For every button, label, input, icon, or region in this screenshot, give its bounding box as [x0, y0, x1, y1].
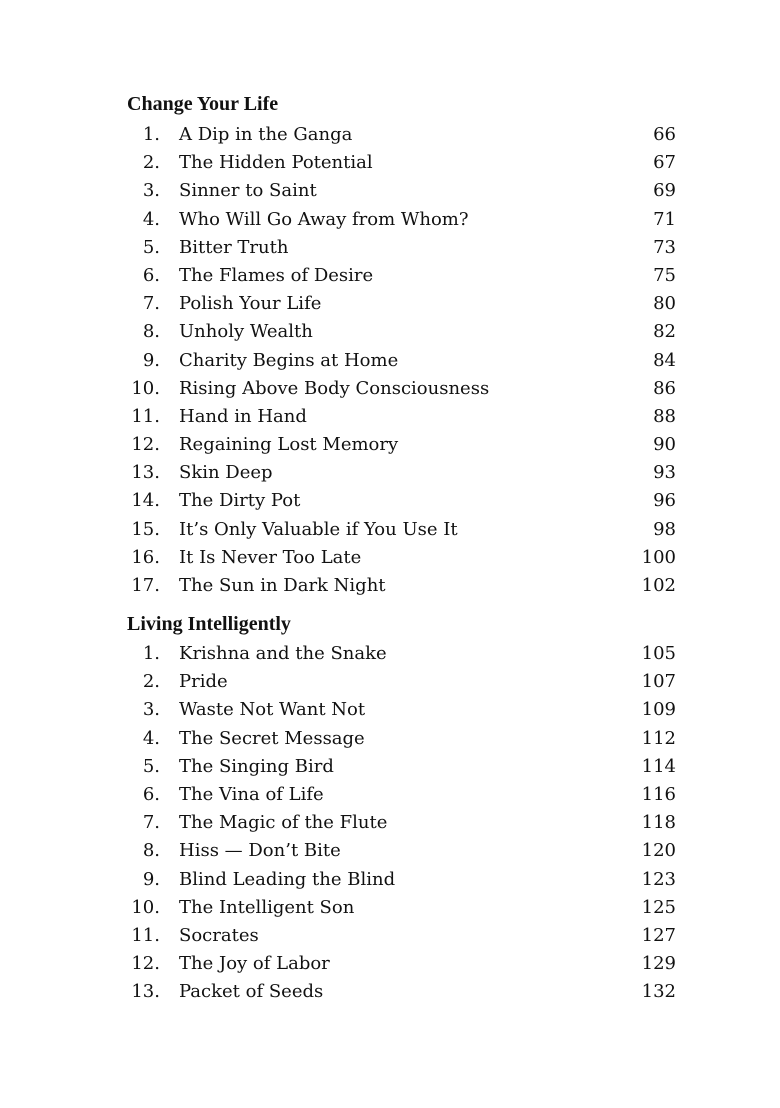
toc-entry [0, 725, 780, 753]
entry-page-number: 129 [641, 953, 676, 975]
toc-entry [0, 978, 780, 1006]
toc-entry [0, 544, 780, 572]
entry-title: The Singing Bird [179, 755, 334, 777]
entry-title: The Sun in Dark Night [179, 575, 386, 596]
toc-entry [0, 149, 780, 177]
entry-title: Who Will Go Away from Whom? [179, 208, 469, 230]
entry-title: Krishna and the Snake [179, 643, 387, 664]
entry-page-number: 71 [653, 208, 676, 230]
entry-number: 16. [131, 546, 160, 568]
entry-number: 12. [131, 434, 160, 456]
entry-number: 10. [131, 377, 160, 399]
entry-number: 3. [142, 180, 160, 202]
entry-title: It’s Only Valuable if You Use It [179, 518, 458, 540]
entry-title: The Flames of Desire [179, 264, 374, 286]
entry-title: Hand in Hand [179, 405, 307, 427]
entry-page-number: 127 [641, 924, 676, 946]
entry-number: 2. [142, 152, 160, 174]
toc-entry [0, 403, 780, 431]
entry-number: 9. [142, 868, 160, 890]
entry-title: Pride [179, 671, 228, 693]
entry-title: Rising Above Body Consciousness [179, 377, 490, 399]
toc-entry [0, 206, 780, 234]
entry-title: The Intelligent Son [179, 896, 355, 918]
entry-number: 8. [142, 840, 160, 862]
entry-page-number: 114 [641, 755, 676, 777]
entry-number: 1. [142, 643, 160, 664]
entry-number: 5. [142, 755, 160, 777]
entry-title: The Hidden Potential [179, 152, 373, 174]
entry-list [0, 121, 780, 600]
toc-entry [0, 668, 780, 696]
toc-entry [0, 290, 780, 318]
toc-entry [0, 459, 780, 487]
entry-title: The Magic of the Flute [179, 812, 388, 834]
entry-page-number: 67 [653, 152, 676, 174]
toc-entry [0, 950, 780, 978]
entry-page-number: 90 [653, 434, 676, 456]
entry-title: The Secret Message [179, 727, 365, 749]
entry-page-number: 107 [641, 671, 676, 693]
entry-number: 11. [131, 405, 160, 427]
toc-entry [0, 318, 780, 346]
entry-title: Charity Begins at Home [179, 349, 399, 371]
toc-entry [0, 375, 780, 403]
entry-title: Unholy Wealth [179, 321, 313, 343]
entry-title: It Is Never Too Late [179, 546, 362, 568]
toc-entry [0, 487, 780, 515]
toc-entry [0, 234, 780, 262]
entry-number: 14. [131, 490, 160, 512]
entry-number: 7. [142, 812, 160, 834]
entry-page-number: 125 [641, 896, 676, 918]
entry-number: 10. [131, 896, 160, 918]
entry-number: 8. [142, 321, 160, 343]
entry-page-number: 112 [641, 727, 676, 749]
entry-number: 13. [131, 462, 160, 484]
entry-page-number: 98 [653, 518, 676, 540]
toc-entry [0, 894, 780, 922]
entry-title: Waste Not Want Not [179, 699, 366, 721]
entry-page-number: 100 [641, 546, 676, 568]
toc-entry [0, 431, 780, 459]
entry-number: 6. [142, 783, 160, 805]
entry-page-number: 120 [641, 840, 676, 862]
toc-entry [0, 572, 780, 600]
toc-entry [0, 640, 780, 668]
entry-number: 3. [142, 699, 160, 721]
toc-entry [0, 347, 780, 375]
entry-number: 15. [131, 518, 160, 540]
toc-entry [0, 809, 780, 837]
entry-number: 1. [142, 124, 160, 145]
entry-title: The Dirty Pot [179, 490, 301, 512]
entry-title: Regaining Lost Memory [179, 434, 399, 456]
entry-number: 11. [131, 924, 160, 946]
toc-entry [0, 696, 780, 724]
entry-number: 4. [142, 727, 160, 749]
entry-title: Packet of Seeds [179, 981, 324, 1003]
entry-number: 17. [131, 575, 160, 596]
entry-page-number: 82 [653, 321, 676, 343]
toc-entry [0, 922, 780, 950]
entry-page-number: 93 [653, 462, 676, 484]
entry-title: Socrates [179, 924, 259, 946]
entry-number: 6. [142, 264, 160, 286]
entry-page-number: 102 [641, 575, 676, 596]
toc-entry [0, 866, 780, 894]
entry-page-number: 123 [641, 868, 676, 890]
entry-number: 2. [142, 671, 160, 693]
section-title: Living Intelligently [127, 613, 291, 635]
entry-page-number: 75 [653, 264, 676, 286]
entry-title: Blind Leading the Blind [179, 868, 396, 890]
entry-page-number: 69 [653, 180, 676, 202]
entry-title: Sinner to Saint [179, 180, 317, 202]
entry-page-number: 86 [653, 377, 676, 399]
entry-page-number: 118 [641, 812, 676, 834]
entry-title: Hiss — Don’t Bite [179, 840, 341, 862]
toc-entry [0, 753, 780, 781]
toc-entry [0, 121, 780, 149]
toc-entry [0, 262, 780, 290]
entry-page-number: 116 [641, 783, 676, 805]
entry-title: A Dip in the Ganga [179, 124, 353, 145]
entry-number: 12. [131, 953, 160, 975]
entry-number: 13. [131, 981, 160, 1003]
entry-page-number: 96 [653, 490, 676, 512]
entry-number: 4. [142, 208, 160, 230]
entry-number: 9. [142, 349, 160, 371]
toc-entry [0, 516, 780, 544]
entry-title: Bitter Truth [179, 236, 289, 258]
entry-page-number: 80 [653, 293, 676, 315]
entry-page-number: 88 [653, 405, 676, 427]
entry-title: The Vina of Life [179, 783, 324, 805]
entry-page-number: 73 [653, 236, 676, 258]
toc-entry [0, 177, 780, 205]
entry-number: 5. [142, 236, 160, 258]
entry-page-number: 66 [653, 124, 676, 145]
entry-title: The Joy of Labor [179, 953, 330, 975]
entry-title: Skin Deep [179, 462, 273, 484]
entry-title: Polish Your Life [179, 293, 322, 315]
entry-page-number: 132 [641, 981, 676, 1003]
section-title: Change Your Life [127, 93, 279, 115]
entry-list [0, 640, 780, 1006]
entry-page-number: 105 [641, 643, 676, 664]
entry-number: 7. [142, 293, 160, 315]
toc-entry [0, 837, 780, 865]
entry-page-number: 84 [653, 349, 676, 371]
entry-page-number: 109 [641, 699, 676, 721]
toc-entry [0, 781, 780, 809]
